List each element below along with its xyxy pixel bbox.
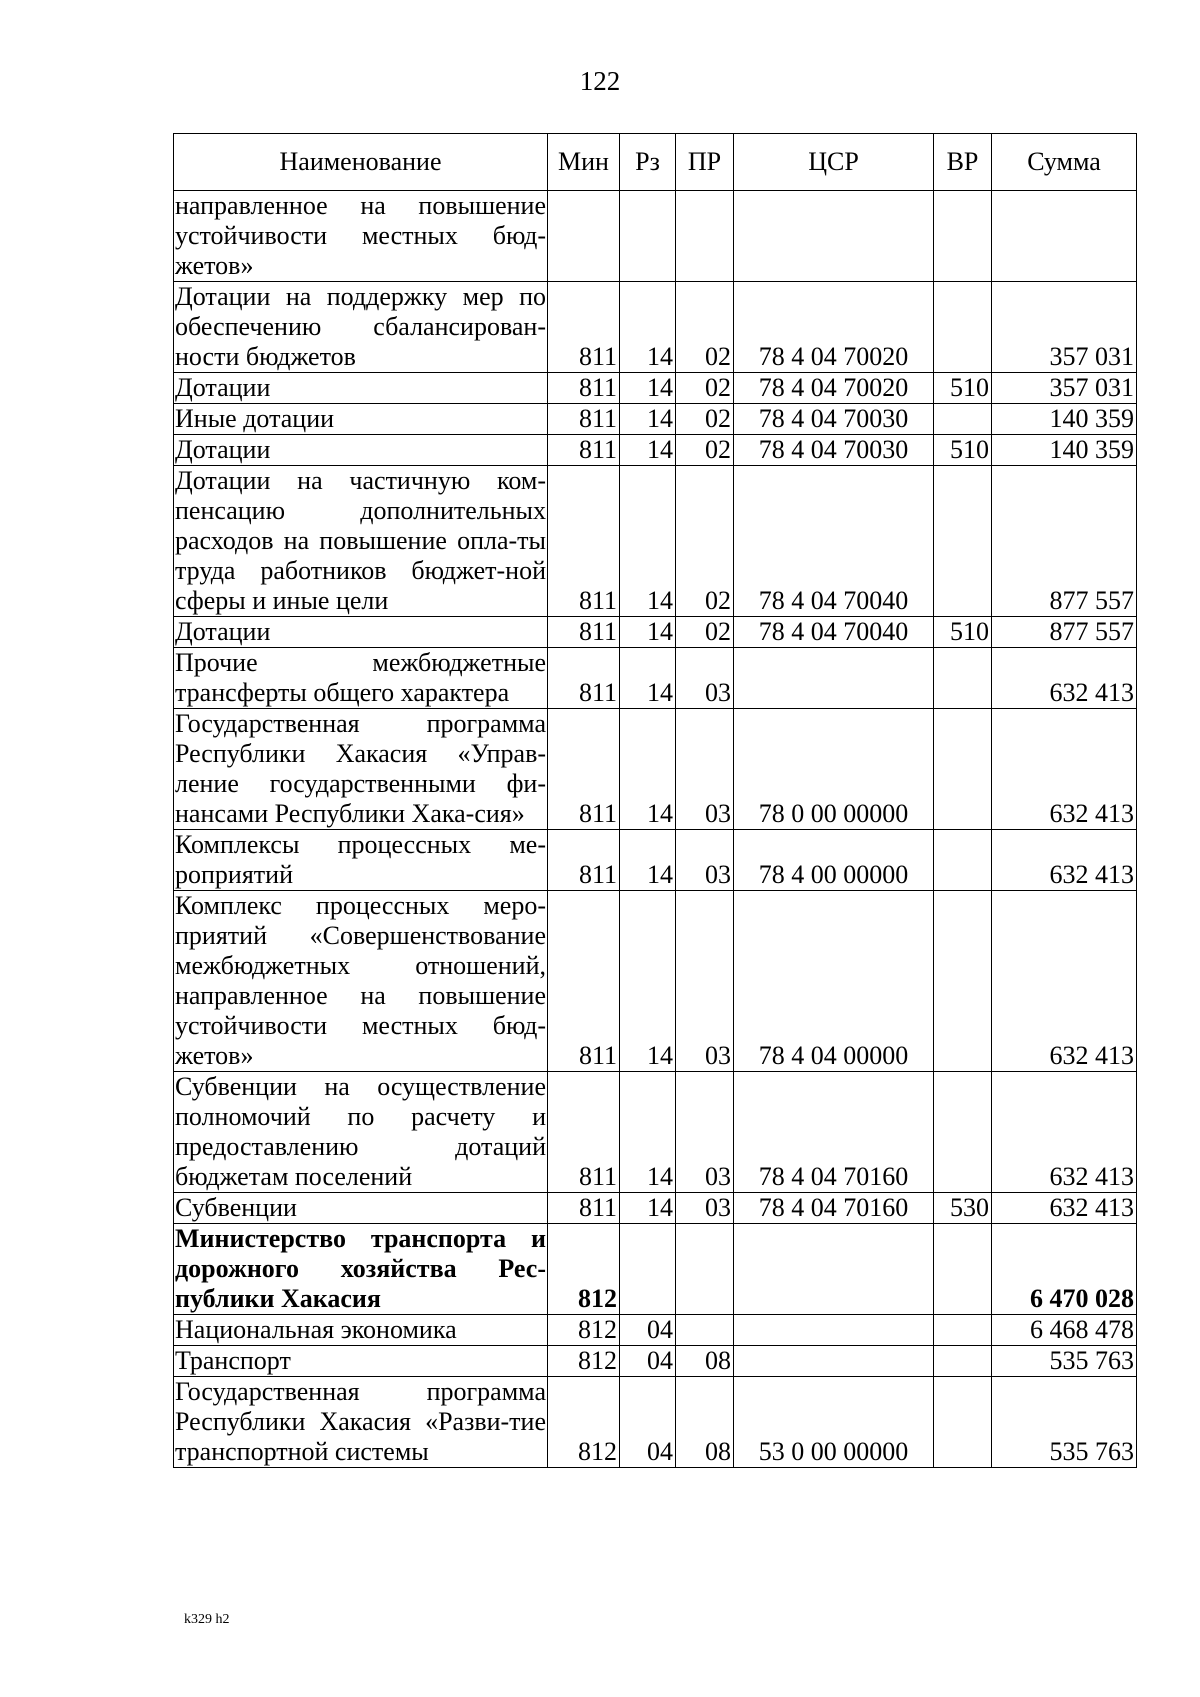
cell-rz: 04: [620, 1315, 676, 1346]
cell-vr: [934, 404, 992, 435]
table-row: [174, 617, 1137, 648]
cell-rz: 14: [620, 891, 676, 1072]
table-header-row: [174, 134, 1137, 191]
cell-sum: 357 031: [992, 373, 1137, 404]
cell-name: Дотации на частичную ком-пенсацию дополнительных расходов на повышение опла-ты труда работников бюджет-ной сферы и иные цели: [175, 466, 546, 615]
table-row: [174, 1224, 1137, 1315]
cell-vr: [934, 1346, 992, 1377]
cell-csr: 78 4 04 70020: [734, 282, 934, 373]
cell-name: Комплексы процессных ме-роприятий: [175, 830, 546, 889]
cell-vr: 510: [934, 373, 992, 404]
header-csr: ЦСР: [734, 134, 934, 191]
cell-csr: 78 4 04 70040: [734, 617, 934, 648]
header-pr: ПР: [676, 134, 734, 191]
cell-rz: 14: [620, 435, 676, 466]
table-row: [174, 891, 1137, 1072]
cell-sum: 6 468 478: [992, 1315, 1137, 1346]
cell-min: 811: [548, 404, 620, 435]
cell-csr: 53 0 00 00000: [734, 1377, 934, 1468]
table-row: [174, 830, 1137, 891]
cell-min: 811: [548, 435, 620, 466]
table-row: [174, 404, 1137, 435]
header-min: Мин: [548, 134, 620, 191]
cell-name: Субвенции: [174, 1193, 548, 1224]
cell-vr: 510: [934, 435, 992, 466]
cell-csr: [734, 191, 934, 282]
cell-pr: 02: [676, 617, 734, 648]
cell-sum: 535 763: [992, 1377, 1137, 1468]
cell-min: 811: [548, 1072, 620, 1193]
cell-vr: [934, 648, 992, 709]
cell-vr: [934, 191, 992, 282]
cell-csr: 78 4 04 00000: [734, 891, 934, 1072]
cell-csr: [734, 648, 934, 709]
cell-vr: [934, 466, 992, 617]
table-body: [174, 191, 1137, 1468]
cell-min: 812: [548, 1346, 620, 1377]
table-row: [174, 648, 1137, 709]
cell-sum: 632 413: [992, 830, 1137, 891]
cell-pr: [676, 191, 734, 282]
header-sum: Сумма: [992, 134, 1137, 191]
cell-rz: 14: [620, 466, 676, 617]
cell-sum: 632 413: [992, 709, 1137, 830]
table-row: [174, 1315, 1137, 1346]
cell-rz: [620, 1224, 676, 1315]
table-row: [174, 282, 1137, 373]
table-row: [174, 1072, 1137, 1193]
cell-rz: 14: [620, 709, 676, 830]
table-row: [174, 466, 1137, 617]
cell-min: 812: [548, 1315, 620, 1346]
cell-csr: [734, 1315, 934, 1346]
cell-csr: [734, 1224, 934, 1315]
cell-pr: 03: [676, 1193, 734, 1224]
table-row: [174, 1377, 1137, 1468]
cell-pr: 03: [676, 709, 734, 830]
cell-sum: 632 413: [992, 1072, 1137, 1193]
cell-pr: 02: [676, 435, 734, 466]
cell-min: 811: [548, 373, 620, 404]
cell-pr: 08: [676, 1346, 734, 1377]
cell-min: 811: [548, 891, 620, 1072]
cell-rz: 14: [620, 648, 676, 709]
cell-min: 811: [548, 1193, 620, 1224]
cell-min: 811: [548, 282, 620, 373]
cell-name: Субвенции на осуществление полномочий по расчету и предоставлению дотаций бюджетам поселений: [175, 1072, 546, 1191]
cell-rz: 14: [620, 1193, 676, 1224]
cell-min: 811: [548, 709, 620, 830]
cell-csr: 78 4 00 00000: [734, 830, 934, 891]
cell-pr: 02: [676, 373, 734, 404]
cell-name: Комплекс процессных меро-приятий «Совершенствование межбюджетных отношений, направленное на повышение устойчивости местных бюд-жетов»: [175, 891, 546, 1070]
cell-pr: 02: [676, 282, 734, 373]
cell-csr: [734, 1346, 934, 1377]
cell-rz: 04: [620, 1346, 676, 1377]
cell-vr: [934, 891, 992, 1072]
cell-pr: 02: [676, 404, 734, 435]
cell-min: 812: [548, 1377, 620, 1468]
cell-rz: 14: [620, 373, 676, 404]
cell-name: Прочие межбюджетные трансферты общего характера: [175, 648, 546, 707]
cell-sum: 632 413: [992, 891, 1137, 1072]
table-row: [174, 435, 1137, 466]
cell-name: Иные дотации: [174, 404, 548, 435]
cell-rz: 04: [620, 1377, 676, 1468]
cell-vr: 510: [934, 617, 992, 648]
cell-sum: 357 031: [992, 282, 1137, 373]
cell-csr: 78 4 04 70160: [734, 1072, 934, 1193]
cell-pr: 03: [676, 1072, 734, 1193]
cell-sum: 6 470 028: [992, 1224, 1137, 1315]
cell-pr: 03: [676, 648, 734, 709]
footer-code: k329 h2: [184, 1612, 230, 1627]
header-rz: Рз: [620, 134, 676, 191]
cell-name: Дотации: [174, 435, 548, 466]
cell-pr: [676, 1315, 734, 1346]
table-row: [174, 1346, 1137, 1377]
cell-pr: 02: [676, 466, 734, 617]
cell-rz: 14: [620, 830, 676, 891]
cell-rz: 14: [620, 1072, 676, 1193]
cell-min: 812: [548, 1224, 620, 1315]
cell-sum: 877 557: [992, 466, 1137, 617]
cell-min: 811: [548, 617, 620, 648]
cell-vr: [934, 1072, 992, 1193]
cell-name: Государственная программа Республики Хакасия «Управ-ление государственными фи-нансами Республики Хака-сия»: [175, 709, 546, 828]
cell-csr: 78 4 04 70030: [734, 435, 934, 466]
table-row: [174, 709, 1137, 830]
cell-csr: 78 0 00 00000: [734, 709, 934, 830]
budget-table: [173, 133, 1137, 1468]
cell-csr: 78 4 04 70040: [734, 466, 934, 617]
cell-name: Транспорт: [174, 1346, 548, 1377]
cell-csr: 78 4 04 70020: [734, 373, 934, 404]
cell-vr: [934, 1315, 992, 1346]
cell-pr: 03: [676, 830, 734, 891]
table-row: [174, 1193, 1137, 1224]
cell-csr: 78 4 04 70160: [734, 1193, 934, 1224]
cell-min: 811: [548, 466, 620, 617]
cell-min: 811: [548, 648, 620, 709]
header-name: Наименование: [174, 134, 548, 191]
cell-rz: [620, 191, 676, 282]
cell-sum: 877 557: [992, 617, 1137, 648]
cell-sum: 140 359: [992, 404, 1137, 435]
table-row: [174, 373, 1137, 404]
cell-name: Дотации: [174, 373, 548, 404]
cell-rz: 14: [620, 282, 676, 373]
cell-sum: 632 413: [992, 648, 1137, 709]
page-number: 122: [579, 66, 621, 96]
cell-name: Министерство транспорта и дорожного хозяйства Рес-публики Хакасия: [175, 1224, 546, 1313]
cell-name: Дотации на поддержку мер по обеспечению сбалансирован-ности бюджетов: [175, 282, 546, 371]
cell-name: Дотации: [174, 617, 548, 648]
cell-rz: 14: [620, 404, 676, 435]
cell-vr: [934, 1377, 992, 1468]
cell-name: направленное на повышение устойчивости местных бюд-жетов»: [175, 191, 546, 280]
cell-sum: [992, 191, 1137, 282]
cell-name: Государственная программа Республики Хакасия «Разви-тие транспортной системы: [175, 1377, 546, 1466]
cell-sum: 535 763: [992, 1346, 1137, 1377]
cell-sum: 140 359: [992, 435, 1137, 466]
cell-pr: 03: [676, 891, 734, 1072]
table-row: [174, 191, 1137, 282]
cell-vr: [934, 1224, 992, 1315]
cell-min: [548, 191, 620, 282]
cell-vr: 530: [934, 1193, 992, 1224]
cell-pr: [676, 1224, 734, 1315]
cell-csr: 78 4 04 70030: [734, 404, 934, 435]
cell-name: Национальная экономика: [174, 1315, 548, 1346]
cell-vr: [934, 830, 992, 891]
cell-pr: 08: [676, 1377, 734, 1468]
header-vr: ВР: [934, 134, 992, 191]
cell-sum: 632 413: [992, 1193, 1137, 1224]
cell-min: 811: [548, 830, 620, 891]
cell-vr: [934, 709, 992, 830]
cell-rz: 14: [620, 617, 676, 648]
cell-vr: [934, 282, 992, 373]
